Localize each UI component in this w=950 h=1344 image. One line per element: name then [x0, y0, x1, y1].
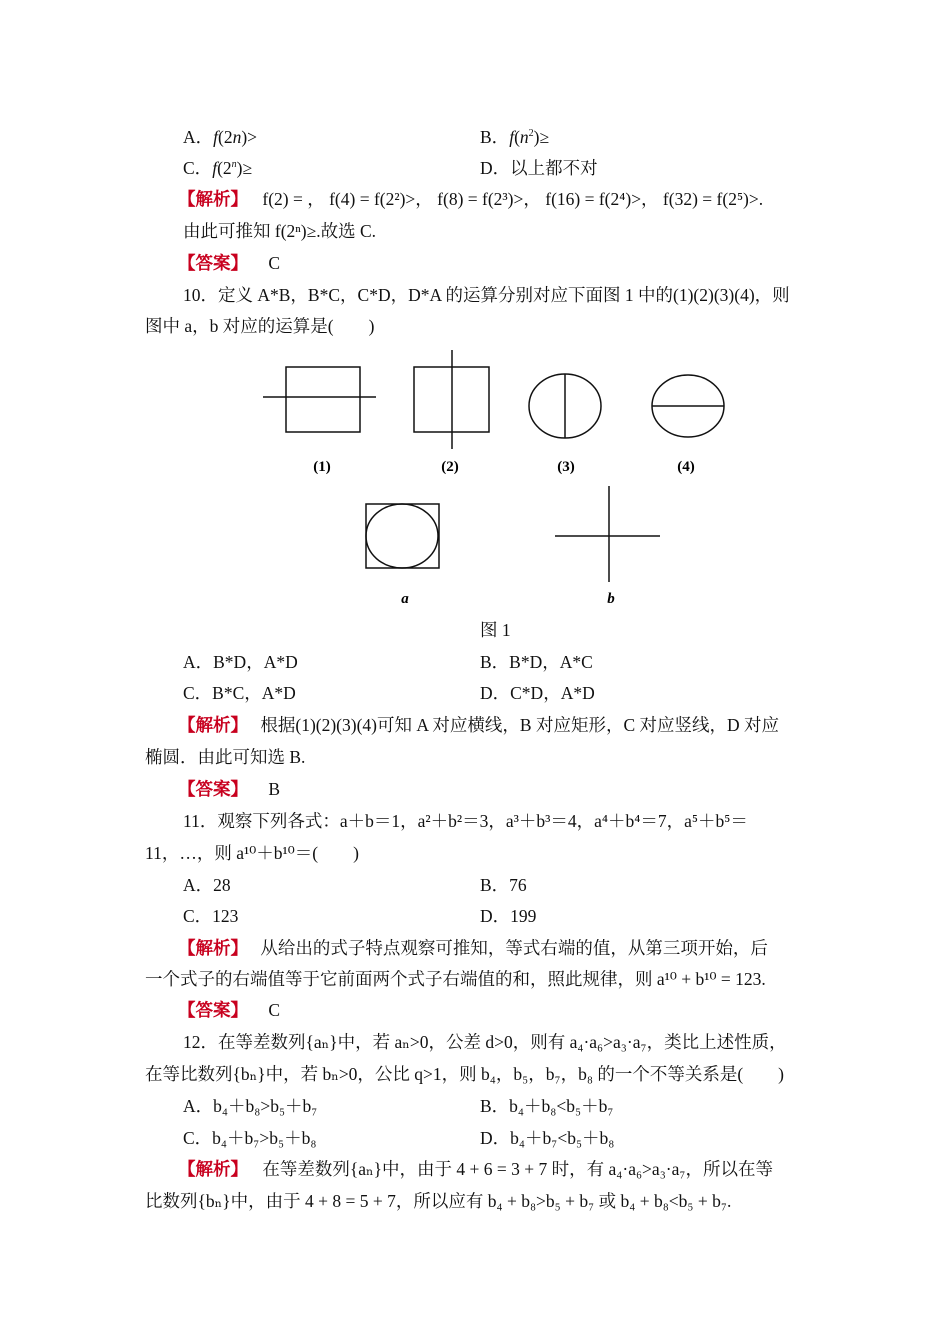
q9-option-d: D．以上都不对	[480, 158, 598, 178]
analysis-tag: 【解析】	[178, 189, 248, 209]
q12-option-a: A．b₄＋b₈>b₅＋b₇	[183, 1096, 318, 1116]
q9-option-c: C．$f(2^n)\ge$	[183, 158, 253, 178]
fig-label-3: (3)	[557, 459, 575, 475]
q9-option-b: B．$f(n^2)\ge$	[480, 127, 550, 147]
q10-analysis-line2: 椭圆．由此可知选 B.	[145, 747, 306, 767]
q11-answer: 【答案】 C	[178, 1000, 281, 1020]
q12-stem-line1: 12．在等差数列{aₙ}中，若 aₙ>0，公差 d>0，则有 a₄·a₆>a₃·a₇，类比上述性质，	[183, 1032, 787, 1052]
figa-ellipse	[366, 504, 438, 568]
q11-analysis-line2: 一个式子的右端值等于它前面两个式子右端值的和，照此规律，则 a¹⁰ + b¹⁰ = 123.	[145, 969, 766, 989]
q12-option-b: B．b₄＋b₈<b₅＋b₇	[480, 1096, 614, 1116]
fig-label-1: (1)	[313, 459, 331, 475]
q10-stem-line2: 图中 a，b 对应的运算是( )	[145, 316, 375, 336]
fig1-rectangle	[286, 367, 360, 432]
fig-label-b: b	[607, 591, 615, 607]
fig-label-a: a	[401, 591, 409, 607]
q10-analysis-line1: 【解析】 根据(1)(2)(3)(4)可知 A 对应横线，B 对应矩形，C 对应竖线，D 对应	[178, 715, 780, 735]
q9-analysis-line2: 由此可推知 f(2ⁿ)≥.故选 C.	[183, 221, 377, 241]
q12-stem-line2: 在等比数列{bₙ}中，若 bₙ>0，公比 q>1，则 b₄，b₅，b₇，b₈ 的一个不等关系是( )	[145, 1064, 784, 1084]
q9-option-a: A．f(2n)>	[183, 127, 258, 147]
fig-label-4: (4)	[677, 459, 695, 475]
answer-tag: 【答案】	[178, 1000, 248, 1020]
q12-option-d: D．b₄＋b₇<b₅＋b₈	[480, 1128, 615, 1148]
q12-option-c: C．b₄＋b₇>b₅＋b₈	[183, 1128, 317, 1148]
q11-option-d: D．199	[480, 906, 537, 926]
q11-stem-line1: 11．观察下列各式：a＋b＝1，a²＋b²＝3，a³＋b³＝4，a⁴＋b⁴＝7，a⁵＋b⁵＝	[183, 811, 748, 831]
q10-answer: 【答案】 B	[178, 779, 281, 799]
q11-option-b: B．76	[480, 875, 527, 895]
q9-answer: 【答案】 C	[178, 253, 281, 273]
analysis-tag: 【解析】	[178, 938, 248, 958]
q11-analysis-line1: 【解析】 从给出的式子特点观察可推知，等式右端的值，从第三项开始，后	[178, 938, 768, 958]
q12-analysis-line1: 【解析】 在等差数列{aₙ}中，由于 4 + 6 = 3 + 7 时，有 a₄·a₆>a₃·a₇，所以在等	[178, 1159, 773, 1179]
q11-option-a: A．28	[183, 875, 231, 895]
answer-tag: 【答案】	[178, 253, 248, 273]
answer-tag: 【答案】	[178, 779, 248, 799]
q10-option-c: C．B*C，A*D	[183, 683, 296, 703]
q10-option-b: B．B*D，A*C	[480, 652, 593, 672]
q11-option-c: C．123	[183, 906, 239, 926]
q10-option-d: D．C*D，A*D	[480, 683, 595, 703]
figure-caption: 图 1	[480, 620, 511, 640]
q10-option-a: A．B*D，A*D	[183, 652, 298, 672]
analysis-tag: 【解析】	[178, 715, 248, 735]
analysis-tag: 【解析】	[178, 1159, 248, 1179]
q12-analysis-line2: 比数列{bₙ}中，由于 4 + 8 = 5 + 7，所以应有 b₄ + b₈>b₅ + b₇ 或 b₄ + b₈<b₅ + b₇.	[145, 1191, 732, 1211]
q11-stem-line2: 11，…，则 a¹⁰＋b¹⁰＝( )	[145, 843, 359, 863]
fig-label-2: (2)	[441, 459, 459, 475]
q10-stem-line1: 10．定义 A*B，B*C，C*D，D*A 的运算分别对应下面图 1 中的(1)(2)(3)(4)，则	[183, 285, 790, 305]
q9-analysis-line1: 【解析】 f(2) = ， f(4) = f(2²)>， f(8) = f(2³)>， f(16) = f(2⁴)>， f(32) = f(2⁵)>.	[178, 189, 764, 209]
